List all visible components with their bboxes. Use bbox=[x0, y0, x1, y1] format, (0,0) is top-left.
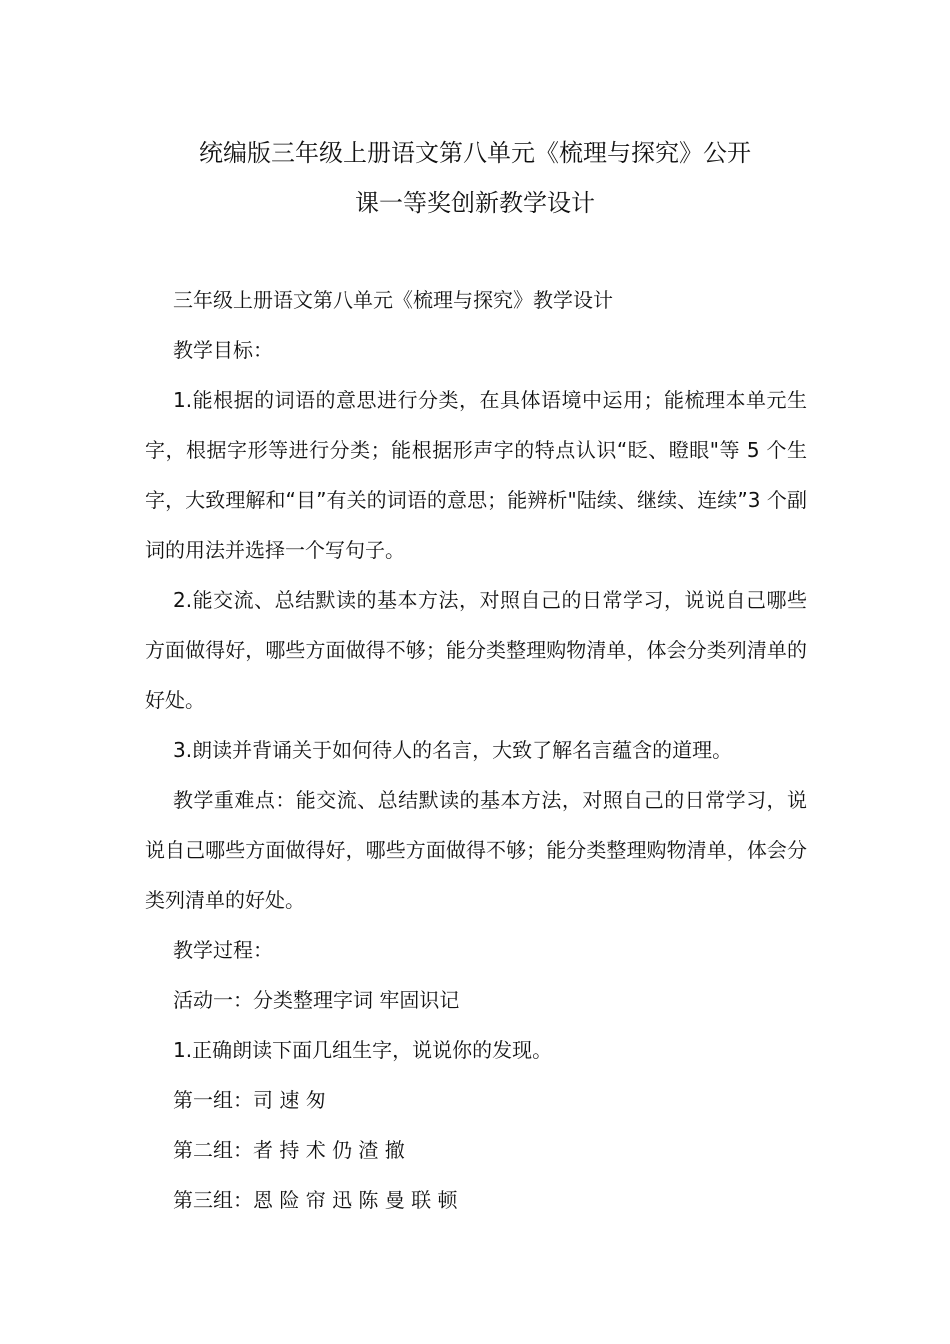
group-3-characters: 第三组：恩 险 帘 迅 陈 曼 联 顿 bbox=[173, 1188, 458, 1212]
subtitle-paragraph: 三年级上册语文第八单元《梳理与探究》教学设计 bbox=[173, 288, 613, 312]
teaching-process-heading: 教学过程： bbox=[173, 938, 273, 962]
goal-1-paragraph: 1.能根据的词语的意思进行分类，在具体语境中运用；能梳理本单元生字，根据字形等进行分类；能根据形声字的特点认识“眨、瞪眼"等 5 个生字，大致理解和“目”有关的词语的意思；能辨析"陆续、继续、连续”3 个副词的用法并选择一个写句子。 bbox=[145, 388, 807, 562]
key-difficulties-paragraph: 教学重难点：能交流、总结默读的基本方法，对照自己的日常学习，说说自己哪些方面做得好，哪些方面做得不够；能分类整理购物清单，体会分类列清单的好处。 bbox=[145, 788, 807, 912]
title-line-1: 统编版三年级上册语文第八单元《梳理与探究》公开 bbox=[199, 139, 751, 167]
activity-1-heading: 活动一：分类整理字词 牢固识记 bbox=[173, 988, 460, 1012]
goal-2-paragraph: 2.能交流、总结默读的基本方法，对照自己的日常学习，说说自己哪些方面做得好，哪些方面做得不够；能分类整理购物清单，体会分类列清单的好处。 bbox=[145, 588, 807, 712]
group-1-characters: 第一组：司 速 匆 bbox=[173, 1088, 326, 1112]
document-body bbox=[145, 275, 807, 1225]
title-line-2: 课一等奖创新教学设计 bbox=[355, 189, 595, 217]
document-title bbox=[145, 128, 805, 228]
group-2-characters: 第二组：者 持 术 仍 渣 撤 bbox=[173, 1138, 405, 1162]
activity-step-1: 1.正确朗读下面几组生字，说说你的发现。 bbox=[173, 1038, 553, 1062]
goal-3-paragraph: 3.朗读并背诵关于如何待人的名言，大致了解名言蕴含的道理。 bbox=[173, 738, 733, 762]
teaching-goals-heading: 教学目标： bbox=[173, 338, 273, 362]
